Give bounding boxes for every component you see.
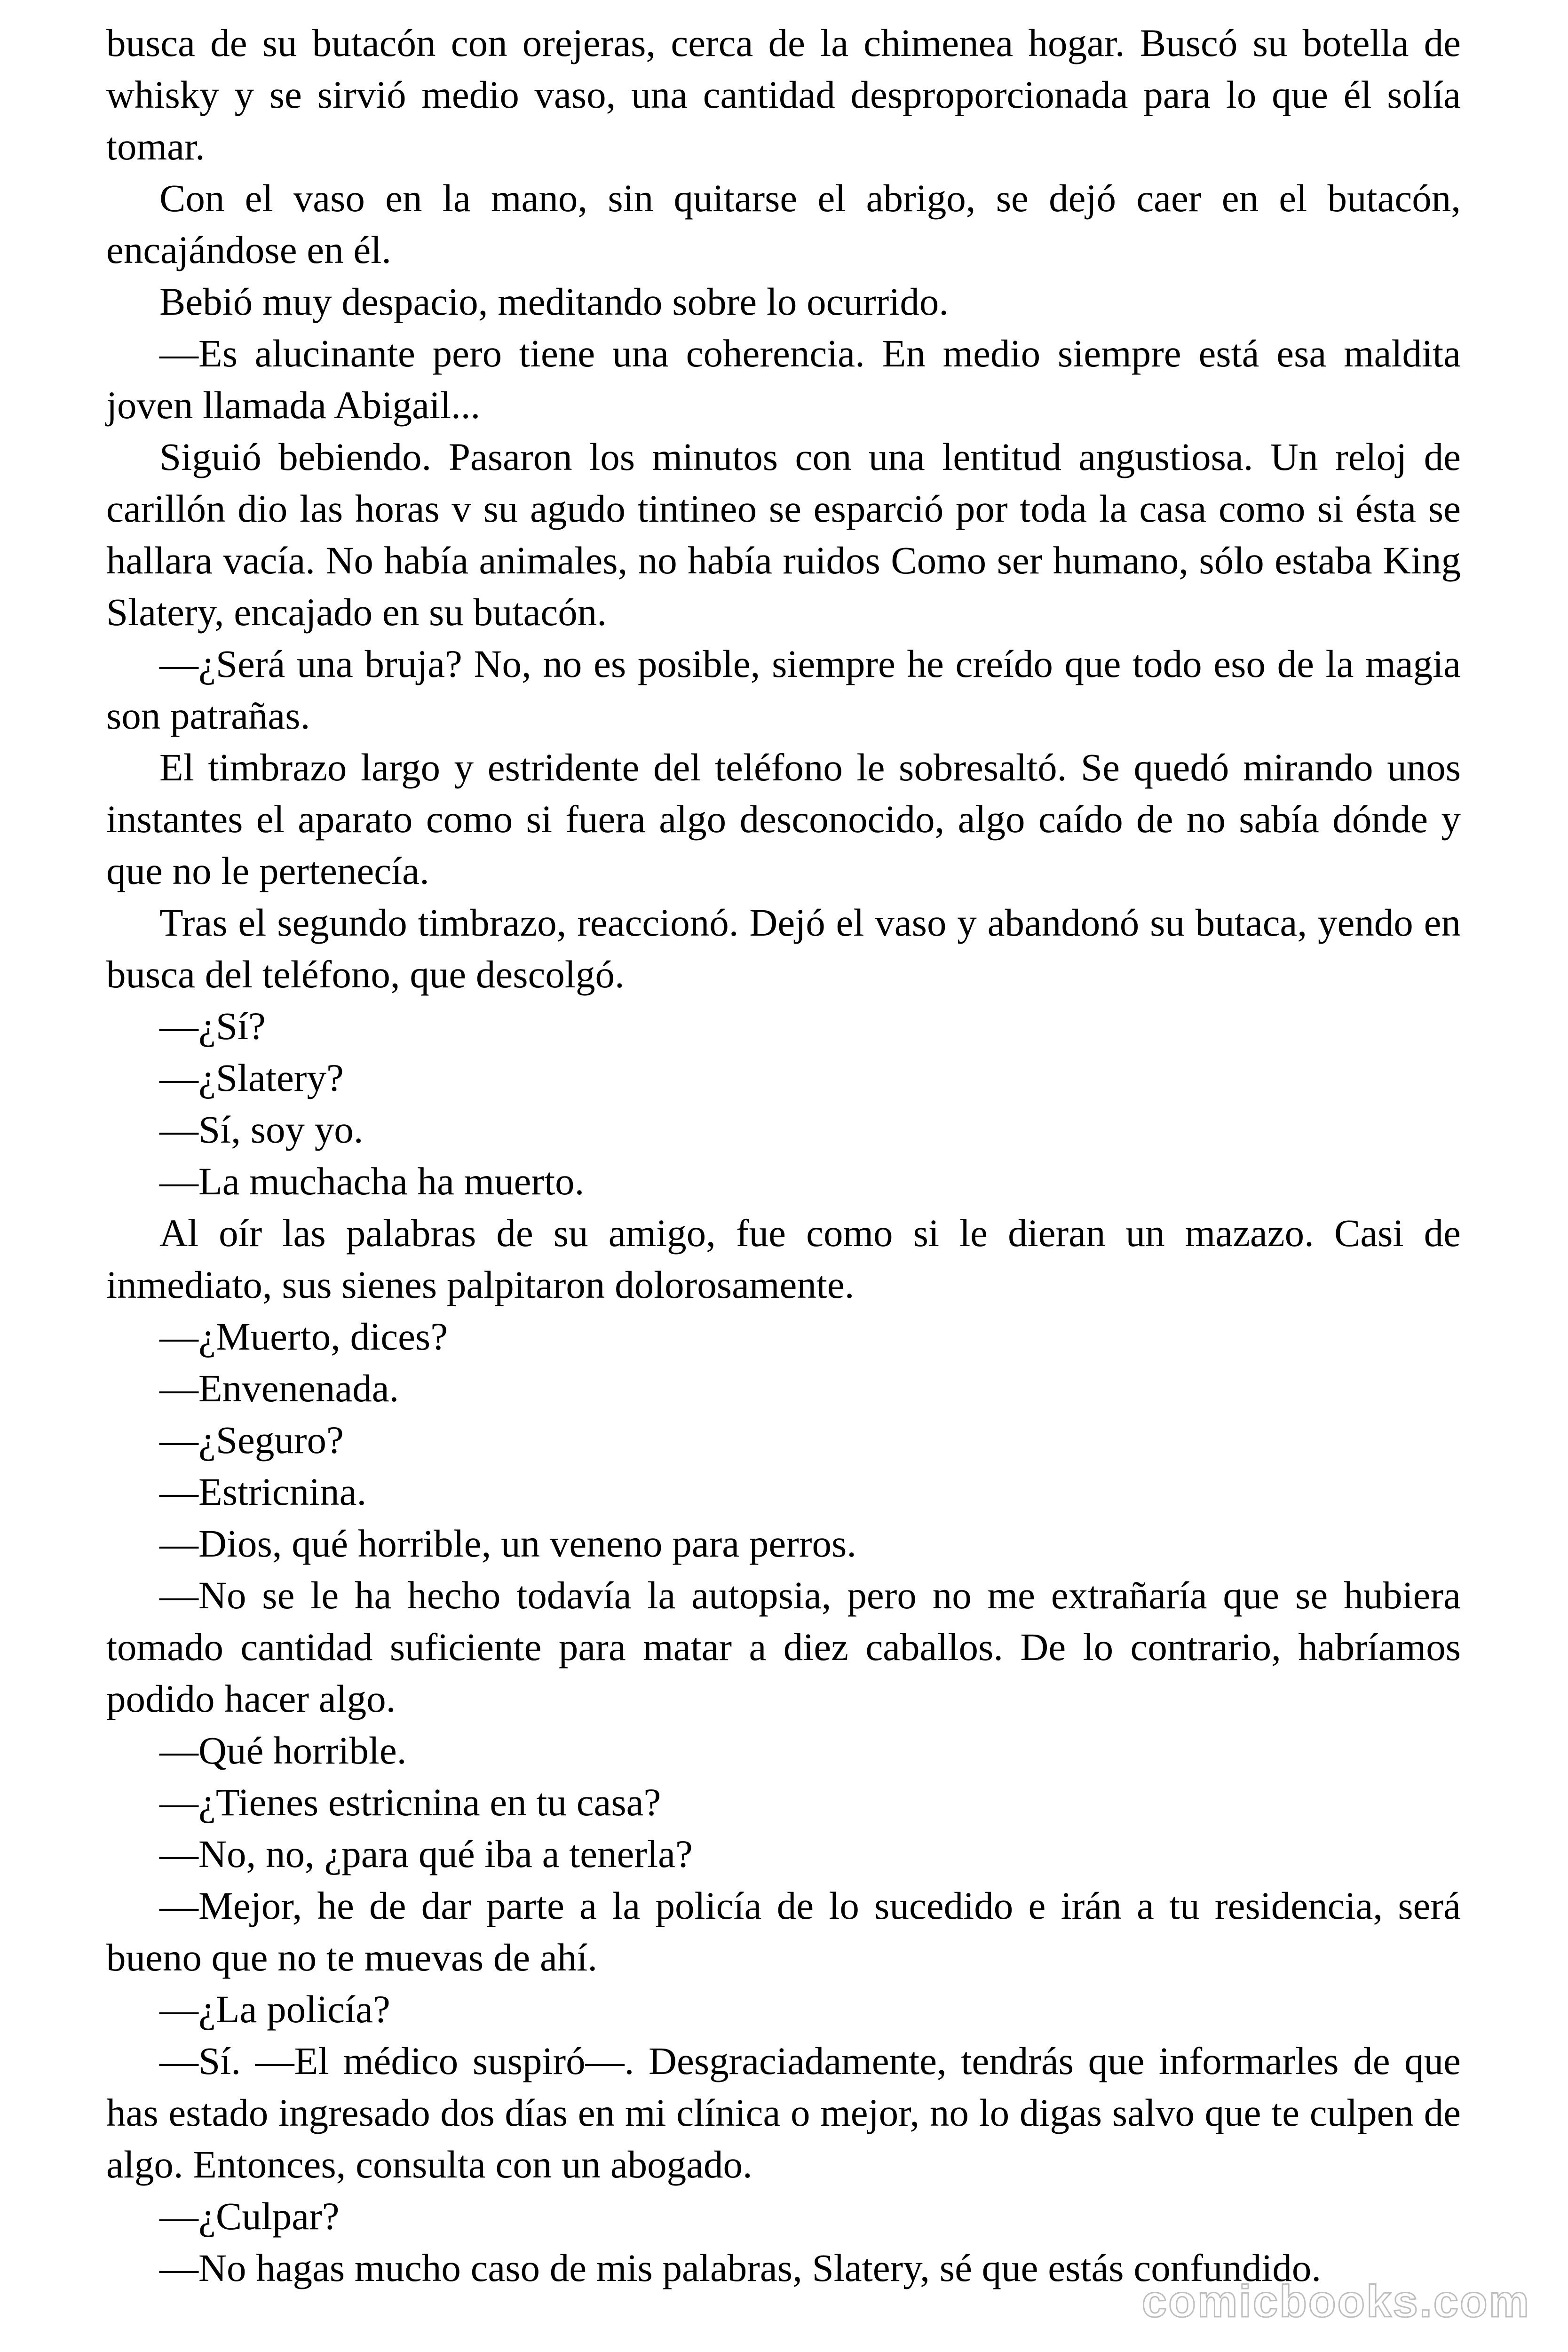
dialogue-line: —No se le ha hecho todavía la autopsia, pero no me extrañaría que se hubiera tomado cantidad suficiente para matar a diez caballos. De lo contrario, habríamos podido hacer algo.: [106, 1573, 1461, 1720]
dialogue-line: —Estricnina.: [159, 1470, 367, 1513]
paragraph: Siguió bebiendo. Pasaron los minutos con una lentitud angustiosa. Un reloj de carillón dio las horas v su agudo tintineo se esparció por toda la casa como si ésta se hallara vacía. No había animales, no había ruidos Como ser humano, sólo estaba King Slatery, encajado en su butacón.: [106, 435, 1461, 634]
dialogue-line: —Sí. —El médico suspiró—. Desgraciadamente, tendrás que informarles de que has estado ingresado dos días en mi clínica o mejor, no lo digas salvo que te culpen de algo. Entonces, consulta con un abogado.: [106, 2039, 1461, 2186]
dialogue-line: —Sí, soy yo.: [159, 1108, 364, 1151]
paragraph: Con el vaso en la mano, sin quitarse el abrigo, se dejó caer en el butacón, encajándose en él.: [106, 176, 1461, 271]
dialogue-line: —Dios, qué horrible, un veneno para perros.: [159, 1522, 857, 1565]
watermark-logo: comicbooks.com: [1141, 2276, 1530, 2327]
dialogue-line: —La muchacha ha muerto.: [159, 1160, 585, 1203]
dialogue-line: —¿Sí?: [159, 1004, 266, 1048]
book-page: [106, 17, 1461, 2294]
paragraph: Al oír las palabras de su amigo, fue como si le dieran un mazazo. Casi de inmediato, sus sienes palpitaron dolorosamente.: [106, 1211, 1461, 1306]
dialogue-line: —¿La policía?: [159, 1987, 390, 2031]
dialogue-line: —¿Culpar?: [159, 2194, 340, 2238]
paragraph: busca de su butacón con orejeras, cerca de la chimenea hogar. Buscó su botella de whisky y se sirvió medio vaso, una cantidad desproporcionada para lo que él solía tomar.: [106, 21, 1461, 168]
dialogue-line: —Mejor, he de dar parte a la policía de lo sucedido e irán a tu residencia, será bueno que no te muevas de ahí.: [106, 1884, 1461, 1979]
dialogue-line: —¿Slatery?: [159, 1056, 344, 1099]
dialogue-line: —¿Seguro?: [159, 1418, 344, 1462]
dialogue-line: —Qué horrible.: [159, 1729, 407, 1772]
dialogue-line: —¿Será una bruja? No, no es posible, siempre he creído que todo eso de la magia son patrañas.: [106, 642, 1461, 737]
dialogue-line: —No, no, ¿para qué iba a tenerla?: [159, 1832, 693, 1875]
dialogue-line: —¿Muerto, dices?: [159, 1315, 448, 1358]
dialogue-line: —Es alucinante pero tiene una coherencia. En medio siempre está esa maldita joven llamada Abigail...: [106, 332, 1461, 427]
dialogue-line: —¿Tienes estricnina en tu casa?: [159, 1780, 661, 1824]
paragraph: Tras el segundo timbrazo, reaccionó. Dejó el vaso y abandonó su butaca, yendo en busca del teléfono, que descolgó.: [106, 901, 1461, 996]
dialogue-line: —No hagas mucho caso de mis palabras, Slatery, sé que estás confundido.: [159, 2246, 1322, 2289]
paragraph: Bebió muy despacio, meditando sobre lo ocurrido.: [159, 280, 949, 323]
paragraph: El timbrazo largo y estridente del teléfono le sobresaltó. Se quedó mirando unos instantes el aparato como si fuera algo desconocido, algo caído de no sabía dónde y que no le pertenecía.: [106, 746, 1461, 892]
dialogue-line: —Envenenada.: [159, 1367, 399, 1410]
